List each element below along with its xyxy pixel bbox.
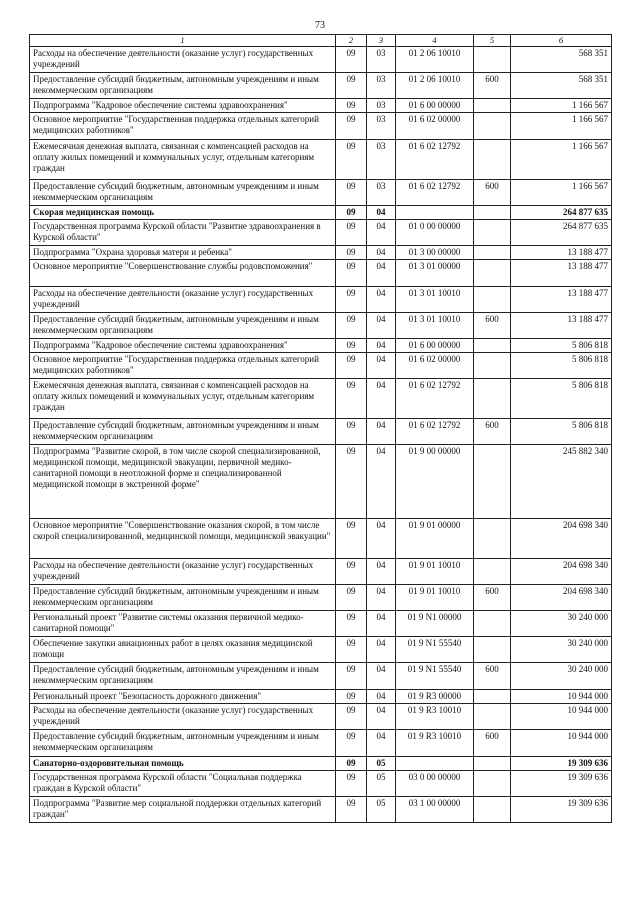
cell-target-article: 01 3 00 00000 xyxy=(396,246,474,260)
cell-section: 09 xyxy=(336,99,367,113)
cell-target-article: 01 6 02 00000 xyxy=(396,113,474,140)
cell-name: Основное мероприятие "Совершенствование службы родовспоможения" xyxy=(30,260,336,287)
cell-section: 09 xyxy=(336,757,367,771)
cell-amount: 19 309 636 xyxy=(511,771,612,797)
cell-section: 09 xyxy=(336,611,367,637)
cell-subsection: 04 xyxy=(367,559,396,585)
cell-section: 09 xyxy=(336,445,367,519)
table-row xyxy=(30,663,612,690)
table-row xyxy=(30,206,612,220)
cell-section: 09 xyxy=(336,379,367,419)
cell-amount: 1 166 567 xyxy=(511,99,612,113)
cell-subsection: 04 xyxy=(367,585,396,611)
cell-name: Подпрограмма "Кадровое обеспечение системы здравоохранения" xyxy=(30,339,336,353)
cell-expense-type: 600 xyxy=(474,73,511,99)
cell-name: Предоставление субсидий бюджетным, автономным учреждениям и иным некоммерческим организациям xyxy=(30,73,336,99)
cell-target-article: 01 9 N1 00000 xyxy=(396,611,474,637)
cell-name: Предоставление субсидий бюджетным, автономным учреждениям и иным некоммерческим организациям xyxy=(30,730,336,757)
cell-section: 09 xyxy=(336,559,367,585)
cell-subsection: 04 xyxy=(367,379,396,419)
cell-amount: 568 351 xyxy=(511,47,612,73)
cell-subsection: 04 xyxy=(367,287,396,313)
table-row xyxy=(30,339,612,353)
table-row xyxy=(30,287,612,313)
header-col-subsection: 3 xyxy=(367,35,396,47)
cell-name: Ежемесячная денежная выплата, связанная с компенсацией расходов на оплату жилых помещений и коммунальных услуг, отдельным категориям граждан xyxy=(30,140,336,180)
cell-section: 09 xyxy=(336,690,367,704)
table-row xyxy=(30,519,612,559)
cell-name: Расходы на обеспечение деятельности (оказание услуг) государственных учреждений xyxy=(30,47,336,73)
cell-name: Предоставление субсидий бюджетным, автономным учреждениям и иным некоммерческим организациям xyxy=(30,313,336,339)
cell-section: 09 xyxy=(336,797,367,823)
cell-subsection: 04 xyxy=(367,445,396,519)
cell-subsection: 03 xyxy=(367,73,396,99)
cell-target-article: 01 9 01 10010 xyxy=(396,585,474,611)
cell-subsection: 04 xyxy=(367,663,396,690)
cell-subsection: 04 xyxy=(367,637,396,663)
cell-expense-type: 600 xyxy=(474,730,511,757)
cell-section: 09 xyxy=(336,220,367,246)
table-row xyxy=(30,99,612,113)
cell-expense-type xyxy=(474,611,511,637)
cell-amount: 13 188 477 xyxy=(511,287,612,313)
cell-amount: 1 166 567 xyxy=(511,140,612,180)
cell-section: 09 xyxy=(336,637,367,663)
cell-subsection: 04 xyxy=(367,339,396,353)
table-row xyxy=(30,637,612,663)
cell-target-article: 01 3 01 00000 xyxy=(396,260,474,287)
cell-name: Предоставление субсидий бюджетным, автономным учреждениям и иным некоммерческим организациям xyxy=(30,419,336,445)
table-row xyxy=(30,313,612,339)
cell-target-article: 01 9 R3 00000 xyxy=(396,690,474,704)
cell-target-article: 01 6 00 00000 xyxy=(396,339,474,353)
cell-target-article: 03 0 00 00000 xyxy=(396,771,474,797)
cell-target-article: 01 0 00 00000 xyxy=(396,220,474,246)
cell-amount: 19 309 636 xyxy=(511,797,612,823)
cell-expense-type xyxy=(474,637,511,663)
cell-name: Подпрограмма "Охрана здоровья матери и ребенка" xyxy=(30,246,336,260)
cell-section: 09 xyxy=(336,419,367,445)
cell-name: Ежемесячная денежная выплата, связанная с компенсацией расходов на оплату жилых помещений и коммунальных услуг, отдельным категориям граждан xyxy=(30,379,336,419)
table-row xyxy=(30,140,612,180)
cell-section: 09 xyxy=(336,663,367,690)
cell-expense-type: 600 xyxy=(474,419,511,445)
cell-name: Расходы на обеспечение деятельности (оказание услуг) государственных учреждений xyxy=(30,704,336,730)
cell-expense-type xyxy=(474,519,511,559)
cell-expense-type xyxy=(474,379,511,419)
cell-name: Государственная программа Курской области "Развитие здравоохранения в Курской области" xyxy=(30,220,336,246)
cell-amount: 264 877 635 xyxy=(511,220,612,246)
cell-name: Региональный проект "Безопасность дорожного движения" xyxy=(30,690,336,704)
cell-expense-type: 600 xyxy=(474,180,511,206)
table-row xyxy=(30,690,612,704)
cell-section: 09 xyxy=(336,353,367,379)
cell-section: 09 xyxy=(336,47,367,73)
cell-amount: 204 698 340 xyxy=(511,519,612,559)
cell-subsection: 04 xyxy=(367,730,396,757)
cell-target-article: 01 9 01 10010 xyxy=(396,559,474,585)
header-col-name: 1 xyxy=(30,35,336,47)
cell-section: 09 xyxy=(336,113,367,140)
cell-section: 09 xyxy=(336,140,367,180)
cell-target-article: 01 2 06 10010 xyxy=(396,73,474,99)
cell-target-article: 01 9 N1 55540 xyxy=(396,637,474,663)
cell-target-article: 01 6 00 00000 xyxy=(396,99,474,113)
cell-section: 09 xyxy=(336,180,367,206)
cell-subsection: 04 xyxy=(367,260,396,287)
cell-amount: 10 944 000 xyxy=(511,690,612,704)
cell-subsection: 03 xyxy=(367,47,396,73)
cell-target-article: 01 9 R3 10010 xyxy=(396,730,474,757)
table-row xyxy=(30,379,612,419)
cell-name: Подпрограмма "Развитие мер социальной поддержки отдельных категорий граждан" xyxy=(30,797,336,823)
cell-subsection: 04 xyxy=(367,313,396,339)
cell-amount: 30 240 000 xyxy=(511,637,612,663)
cell-expense-type xyxy=(474,771,511,797)
cell-name: Подпрограмма "Кадровое обеспечение системы здравоохранения" xyxy=(30,99,336,113)
cell-name: Предоставление субсидий бюджетным, автономным учреждениям и иным некоммерческим организациям xyxy=(30,663,336,690)
cell-name: Государственная программа Курской области "Социальная поддержка граждан в Курской области" xyxy=(30,771,336,797)
cell-expense-type xyxy=(474,140,511,180)
cell-amount: 30 240 000 xyxy=(511,611,612,637)
cell-name: Региональный проект "Развитие системы оказания первичной медико-санитарной помощи" xyxy=(30,611,336,637)
cell-target-article xyxy=(396,206,474,220)
cell-subsection: 05 xyxy=(367,797,396,823)
cell-section: 09 xyxy=(336,287,367,313)
table-row xyxy=(30,220,612,246)
cell-subsection: 04 xyxy=(367,353,396,379)
table-row xyxy=(30,73,612,99)
cell-section: 09 xyxy=(336,585,367,611)
budget-table xyxy=(29,34,612,823)
column-number-header xyxy=(30,35,612,47)
cell-section: 09 xyxy=(336,704,367,730)
cell-target-article: 01 6 02 12792 xyxy=(396,180,474,206)
cell-section: 09 xyxy=(336,313,367,339)
header-col-expense-type: 5 xyxy=(474,35,511,47)
cell-amount: 245 882 340 xyxy=(511,445,612,519)
cell-section: 09 xyxy=(336,519,367,559)
cell-target-article xyxy=(396,757,474,771)
cell-expense-type xyxy=(474,260,511,287)
table-row xyxy=(30,771,612,797)
cell-target-article: 01 3 01 10010 xyxy=(396,313,474,339)
table-row xyxy=(30,559,612,585)
cell-target-article: 01 2 06 10010 xyxy=(396,47,474,73)
cell-section: 09 xyxy=(336,339,367,353)
cell-name: Расходы на обеспечение деятельности (оказание услуг) государственных учреждений xyxy=(30,287,336,313)
table-row xyxy=(30,704,612,730)
cell-subsection: 03 xyxy=(367,140,396,180)
cell-expense-type xyxy=(474,353,511,379)
cell-name: Подпрограмма "Развитие скорой, в том числе скорой специализированной, медицинской помощи, медицинской эвакуации, первичной медико-санитарной помощи в неотложной форме и специализированной медицинской помощи в экстренной форме" xyxy=(30,445,336,519)
cell-name: Обеспечение закупки авиационных работ в целях оказания медицинской помощи xyxy=(30,637,336,663)
table-row xyxy=(30,246,612,260)
cell-name: Предоставление субсидий бюджетным, автономным учреждениям и иным некоммерческим организациям xyxy=(30,585,336,611)
cell-expense-type xyxy=(474,445,511,519)
cell-target-article: 01 6 02 12792 xyxy=(396,419,474,445)
cell-expense-type xyxy=(474,690,511,704)
cell-subsection: 04 xyxy=(367,246,396,260)
cell-amount: 13 188 477 xyxy=(511,260,612,287)
table-row xyxy=(30,113,612,140)
cell-amount: 204 698 340 xyxy=(511,559,612,585)
cell-target-article: 01 9 01 00000 xyxy=(396,519,474,559)
cell-section: 09 xyxy=(336,206,367,220)
cell-section: 09 xyxy=(336,260,367,287)
cell-subsection: 04 xyxy=(367,220,396,246)
cell-subsection: 03 xyxy=(367,113,396,140)
cell-target-article: 01 6 02 00000 xyxy=(396,353,474,379)
cell-subsection: 04 xyxy=(367,419,396,445)
cell-amount: 5 806 818 xyxy=(511,339,612,353)
cell-target-article: 01 9 00 00000 xyxy=(396,445,474,519)
header-col-section: 2 xyxy=(336,35,367,47)
cell-expense-type xyxy=(474,99,511,113)
cell-expense-type xyxy=(474,559,511,585)
cell-subsection: 04 xyxy=(367,206,396,220)
cell-amount: 5 806 818 xyxy=(511,379,612,419)
cell-section: 09 xyxy=(336,73,367,99)
cell-amount: 10 944 000 xyxy=(511,704,612,730)
cell-expense-type xyxy=(474,220,511,246)
cell-amount: 5 806 818 xyxy=(511,353,612,379)
cell-amount: 568 351 xyxy=(511,73,612,99)
cell-amount: 264 877 635 xyxy=(511,206,612,220)
cell-target-article: 01 9 N1 55540 xyxy=(396,663,474,690)
cell-section: 09 xyxy=(336,771,367,797)
cell-subsection: 04 xyxy=(367,690,396,704)
cell-expense-type: 600 xyxy=(474,313,511,339)
cell-target-article: 01 6 02 12792 xyxy=(396,379,474,419)
cell-target-article: 01 9 R3 10010 xyxy=(396,704,474,730)
table-row xyxy=(30,260,612,287)
cell-expense-type: 600 xyxy=(474,585,511,611)
cell-amount: 19 309 636 xyxy=(511,757,612,771)
cell-section: 09 xyxy=(336,730,367,757)
table-row xyxy=(30,47,612,73)
cell-name: Санаторно-оздоровительная помощь xyxy=(30,757,336,771)
cell-expense-type xyxy=(474,797,511,823)
cell-subsection: 04 xyxy=(367,519,396,559)
cell-target-article: 03 1 00 00000 xyxy=(396,797,474,823)
header-col-amount: 6 xyxy=(511,35,612,47)
page-number: 73 xyxy=(315,20,325,31)
cell-section: 09 xyxy=(336,246,367,260)
cell-subsection: 05 xyxy=(367,757,396,771)
cell-expense-type xyxy=(474,339,511,353)
table-row xyxy=(30,757,612,771)
cell-amount: 13 188 477 xyxy=(511,246,612,260)
cell-amount: 30 240 000 xyxy=(511,663,612,690)
cell-amount: 1 166 567 xyxy=(511,180,612,206)
cell-expense-type xyxy=(474,287,511,313)
cell-target-article: 01 3 01 10010 xyxy=(396,287,474,313)
cell-amount: 204 698 340 xyxy=(511,585,612,611)
cell-name: Основное мероприятие "Совершенствование оказания скорой, в том числе скорой специализированной, медицинской помощи, медицинской эвакуации" xyxy=(30,519,336,559)
table-row xyxy=(30,611,612,637)
cell-subsection: 03 xyxy=(367,180,396,206)
cell-subsection: 04 xyxy=(367,611,396,637)
cell-amount: 1 166 567 xyxy=(511,113,612,140)
table-row xyxy=(30,353,612,379)
cell-name: Скорая медицинская помощь xyxy=(30,206,336,220)
cell-subsection: 05 xyxy=(367,771,396,797)
table-row xyxy=(30,730,612,757)
table-row xyxy=(30,180,612,206)
cell-expense-type xyxy=(474,47,511,73)
cell-expense-type xyxy=(474,206,511,220)
cell-subsection: 03 xyxy=(367,99,396,113)
cell-name: Основное мероприятие "Государственная поддержка отдельных категорий медицинских работников" xyxy=(30,113,336,140)
cell-expense-type: 600 xyxy=(474,663,511,690)
cell-expense-type xyxy=(474,113,511,140)
cell-amount: 10 944 000 xyxy=(511,730,612,757)
table-row xyxy=(30,585,612,611)
cell-amount: 5 806 818 xyxy=(511,419,612,445)
cell-subsection: 04 xyxy=(367,704,396,730)
cell-amount: 13 188 477 xyxy=(511,313,612,339)
cell-expense-type xyxy=(474,704,511,730)
cell-name: Основное мероприятие "Государственная поддержка отдельных категорий медицинских работников" xyxy=(30,353,336,379)
cell-name: Предоставление субсидий бюджетным, автономным учреждениям и иным некоммерческим организациям xyxy=(30,180,336,206)
cell-expense-type xyxy=(474,757,511,771)
header-col-target-article: 4 xyxy=(396,35,474,47)
table-row xyxy=(30,797,612,823)
cell-expense-type xyxy=(474,246,511,260)
cell-target-article: 01 6 02 12792 xyxy=(396,140,474,180)
table-row xyxy=(30,445,612,519)
table-row xyxy=(30,419,612,445)
cell-name: Расходы на обеспечение деятельности (оказание услуг) государственных учреждений xyxy=(30,559,336,585)
